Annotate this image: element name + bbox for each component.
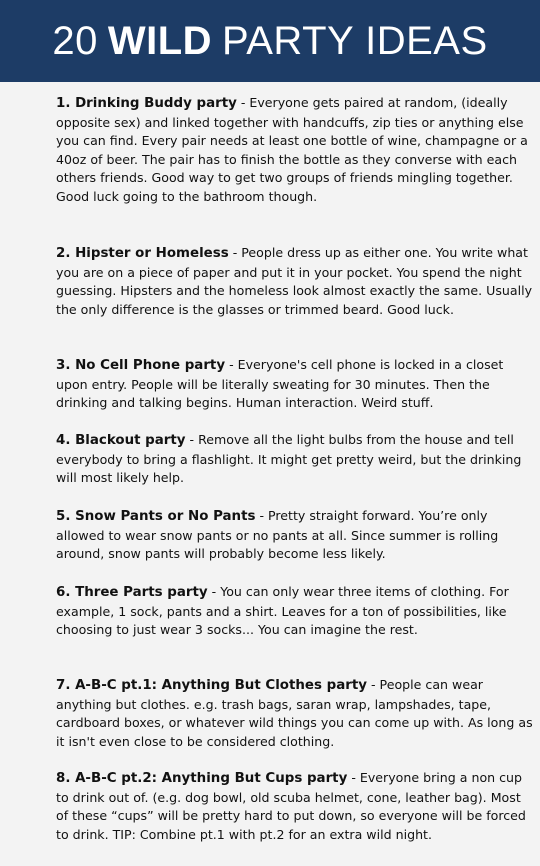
idea-title: 2. Hipster or Homeless [56, 246, 229, 261]
idea-description: - People can wear anything but clothes. e.g. trash bags, saran wrap, lampshades, tape, cardboard boxes, or whatever wild things you can come up with. As long as it isn't even close to be considered clothing. [56, 677, 533, 749]
idea-description: - Pretty straight forward. You’re only allowed to wear snow pants or no pants at all. Since summer is rolling around, snow pants will probably become less likely. [56, 508, 499, 562]
idea-description: - Everyone's cell phone is locked in a closet upon entry. People will be literally sweating for 30 minutes. Then the drinking and talking begins. Human interaction. Weird stuff. [56, 357, 504, 411]
idea-item-7 [56, 676, 534, 751]
idea-title: 3. No Cell Phone party [56, 358, 226, 373]
idea-item-1 [56, 94, 534, 207]
idea-title: 7. A-B-C pt.1: Anything But Clothes party [56, 678, 367, 693]
title-rest: PARTY IDEAS [222, 18, 488, 63]
idea-description: - Everyone gets paired at random, (ideally opposite sex) and linked together with handcuffs, zip ties or anything else you can find. Every pair needs at least one bottle of wine, champagne or a 40oz of beer. The pair has to finish the bottle as they converse with each others friends. Good way to get two groups of friends mingling together. Good luck going to the bathroom though. [56, 95, 528, 204]
idea-description: - Everyone bring a non cup to drink out of. (e.g. dog bowl, old scuba helmet, cone, leather bag). Most of these “cups” will be pretty hard to put down, so everyone will be forced to drink. TIP: Combine pt.1 with pt.2 for an extra wild night. [56, 770, 526, 842]
title-wild: WILD [107, 18, 213, 63]
idea-description: - You can only wear three items of clothing. For example, 1 sock, pants and a shirt. Leaves for a ton of possibilities, like choosing to just wear 3 socks... You can imagine the rest. [56, 584, 509, 638]
idea-item-5 [56, 507, 534, 564]
ideas-list [0, 82, 540, 866]
idea-item-4 [56, 431, 534, 488]
idea-title: 8. A-B-C pt.2: Anything But Cups party [56, 771, 348, 786]
idea-title: 5. Snow Pants or No Pants [56, 509, 256, 524]
title-number: 20 [52, 18, 98, 63]
idea-description: - People dress up as either one. You write what you are on a piece of paper and put it in your pocket. You spend the night guessing. Hipsters and the homeless look almost exactly the same. Usually the only difference is the glasses or trimmed beard. Good luck. [56, 245, 533, 317]
idea-title: 6. Three Parts party [56, 585, 208, 600]
idea-item-6 [56, 583, 534, 640]
idea-description: - Remove all the light bulbs from the house and tell everybody to bring a flashlight. It might get pretty weird, but the drinking will most likely help. [56, 432, 522, 486]
idea-item-3 [56, 356, 534, 413]
idea-title: 4. Blackout party [56, 433, 186, 448]
idea-item-8 [56, 769, 534, 844]
idea-title: 1. Drinking Buddy party [56, 96, 237, 111]
idea-item-2 [56, 244, 534, 319]
page-header [0, 0, 540, 82]
